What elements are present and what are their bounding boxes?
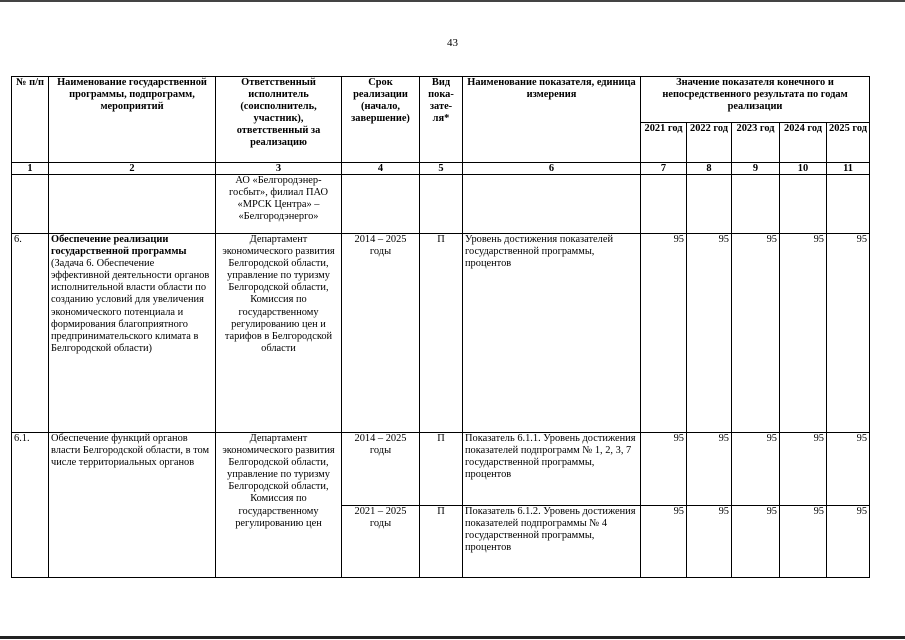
program-name-task: (Задача 6. Обеспечение эффективной деятельности органов исполнительной власти области по созданию условий для увеличения экономического потенциала и формирования благоприятного предпринимательского климата в Белгородской области) xyxy=(51,258,210,354)
program-name-cell: Обеспечение функций органов власти Белгородской области, в том числе территориальных органов xyxy=(49,433,216,578)
table-row-6 xyxy=(12,234,870,433)
executor-cell: Департамент экономического развития Белгородской области, управление по туризму Белгородской области, Комиссия по государственному регулированию цен xyxy=(216,433,342,578)
term-cell: 2014 – 2025 годы xyxy=(342,433,420,506)
header-year-2024: 2024 год xyxy=(780,123,827,163)
column-number: 9 xyxy=(732,163,780,175)
executor-cell: АО «Белгородэнер-госбыт», филиал ПАО «МРСК Центра» – «Белгородэнерго» xyxy=(216,175,342,234)
value-2025: 95 xyxy=(827,234,870,433)
value-2025: 95 xyxy=(827,506,870,578)
row-number: 6.1. xyxy=(12,433,49,578)
program-name-bold: Обеспечение реализации государственной программы xyxy=(51,234,187,258)
column-number: 4 xyxy=(342,163,420,175)
column-number: 3 xyxy=(216,163,342,175)
header-type: Вид пока-зате-ля* xyxy=(420,77,463,163)
column-number: 10 xyxy=(780,163,827,175)
column-number: 6 xyxy=(463,163,641,175)
header-executor: Ответственный исполнитель (соисполнитель, участник), ответственный за реализацию xyxy=(216,77,342,163)
header-year-2023: 2023 год xyxy=(732,123,780,163)
value-2021: 95 xyxy=(641,506,687,578)
header-year-2021: 2021 год xyxy=(641,123,687,163)
column-number: 1 xyxy=(12,163,49,175)
value-2023: 95 xyxy=(732,433,780,506)
value-2022: 95 xyxy=(687,506,732,578)
term-cell: 2021 – 2025 годы xyxy=(342,506,420,578)
row-number: 6. xyxy=(12,234,49,433)
value-2024: 95 xyxy=(780,234,827,433)
column-number-row xyxy=(12,163,870,175)
column-number: 7 xyxy=(641,163,687,175)
header-term: Срок реализации (начало, завершение) xyxy=(342,77,420,163)
indicators-table xyxy=(11,76,870,578)
table-row-6-1-a xyxy=(12,433,870,506)
header-year-2022: 2022 год xyxy=(687,123,732,163)
executor-cell: Департамент экономического развития Белгородской области, управление по туризму Белгородской области, Комиссия по государственному регулированию цен и тарифов в Белгородской области xyxy=(216,234,342,433)
header-num: № п/п xyxy=(12,77,49,163)
column-number: 2 xyxy=(49,163,216,175)
indicator-cell: Показатель 6.1.1. Уровень достижения показателей подпрограмм № 1, 2, 3, 7 государственной программы, процентов xyxy=(463,433,641,506)
header-year-2025: 2025 год xyxy=(827,123,870,163)
value-2021: 95 xyxy=(641,234,687,433)
scan-bottom-edge xyxy=(0,636,905,639)
indicator-type-cell: П xyxy=(420,234,463,433)
value-2023: 95 xyxy=(732,234,780,433)
value-2022: 95 xyxy=(687,234,732,433)
page-number: 43 xyxy=(447,37,458,49)
value-2024: 95 xyxy=(780,433,827,506)
value-2023: 95 xyxy=(732,506,780,578)
scan-top-edge xyxy=(0,0,905,2)
indicator-cell: Показатель 6.1.2. Уровень достижения показателей подпрограммы № 4 государственной программы, процентов xyxy=(463,506,641,578)
header-row-1 xyxy=(12,77,870,123)
header-indicator: Наименование показателя, единица измерения xyxy=(463,77,641,163)
term-cell: 2014 – 2025 годы xyxy=(342,234,420,433)
header-name: Наименование государственной программы, подпрограмм, мероприятий xyxy=(49,77,216,163)
indicator-type-cell: П xyxy=(420,433,463,506)
value-2021: 95 xyxy=(641,433,687,506)
indicator-cell: Уровень достижения показателей государственной программы, процентов xyxy=(463,234,641,433)
indicator-type-cell: П xyxy=(420,506,463,578)
value-2024: 95 xyxy=(780,506,827,578)
table-row-continued xyxy=(12,175,870,234)
program-name-cell xyxy=(49,234,216,433)
header-values-group: Значение показателя конечного и непосредственного результата по годам реализации xyxy=(641,77,870,123)
column-number: 8 xyxy=(687,163,732,175)
column-number: 5 xyxy=(420,163,463,175)
value-2025: 95 xyxy=(827,433,870,506)
column-number: 11 xyxy=(827,163,870,175)
value-2022: 95 xyxy=(687,433,732,506)
